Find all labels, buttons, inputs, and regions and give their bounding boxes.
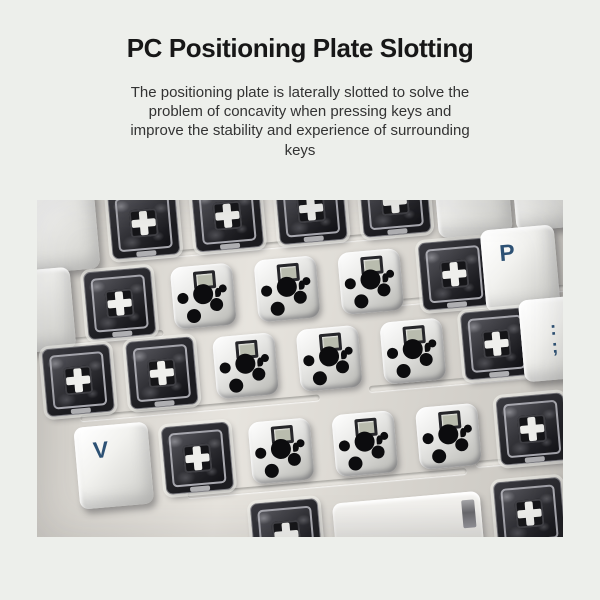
socket-face — [331, 410, 398, 477]
socket-face — [415, 403, 482, 470]
mechanical-switch — [489, 473, 563, 537]
plate-area — [163, 502, 243, 537]
mechanical-switch — [122, 333, 202, 413]
socket-hole — [261, 285, 273, 297]
mechanical-switch — [187, 200, 267, 256]
switch-latch — [154, 400, 174, 407]
keycap-top — [518, 294, 563, 382]
socket-hole — [270, 301, 285, 316]
plate-socket — [325, 404, 405, 484]
switch-latch — [190, 485, 210, 492]
socket-hole — [215, 288, 222, 297]
socket-hole — [210, 297, 224, 311]
switch-latch — [447, 301, 467, 308]
socket-hole — [348, 456, 363, 471]
switch-housing — [418, 237, 492, 311]
socket-hole — [264, 463, 279, 478]
description-line: keys — [284, 141, 316, 159]
plate-area — [79, 509, 159, 537]
socket-hole — [419, 352, 433, 366]
wide-key-bar — [332, 491, 486, 537]
mechanical-switch — [38, 340, 118, 420]
mechanical-switch — [355, 200, 435, 241]
mechanical-switch — [271, 200, 351, 249]
mechanical-switch — [492, 389, 563, 469]
keycap-colon-semicolon — [518, 298, 563, 378]
keyboard-plate — [37, 200, 563, 537]
header-section — [0, 0, 600, 160]
description-line: The positioning plate is laterally slotted to solve the — [130, 84, 470, 101]
socket-hole — [460, 428, 467, 437]
socket-face — [253, 255, 320, 322]
socket-hole — [376, 435, 383, 444]
keycap-top — [37, 267, 76, 355]
socket-hole — [424, 343, 431, 352]
keycap-top — [37, 200, 100, 274]
socket-face — [212, 332, 279, 399]
keycap-p — [480, 228, 560, 308]
mechanical-switch — [104, 200, 184, 263]
keycap-blank — [37, 200, 100, 270]
socket-hole — [335, 360, 349, 374]
stem-cross-icon — [390, 200, 400, 213]
socket-hole — [344, 278, 356, 290]
switch-latch — [71, 407, 91, 414]
section-description — [80, 83, 520, 160]
description-line: improve the stability and experience of surrounding — [130, 122, 470, 140]
socket-hole — [257, 357, 264, 366]
switch-housing — [83, 267, 157, 341]
switch-housing — [358, 200, 432, 238]
socket-face — [248, 417, 315, 484]
socket-hole — [252, 367, 266, 381]
keycap-legend: P — [498, 238, 516, 266]
mechanical-switch — [80, 263, 160, 343]
plate-socket — [331, 241, 411, 321]
switch-latch — [220, 243, 240, 250]
switch-housing — [274, 200, 348, 245]
switch-latch — [489, 371, 509, 378]
socket-hole — [354, 294, 369, 309]
switch-latch — [112, 330, 132, 337]
plate-socket — [373, 311, 453, 391]
socket-hole — [287, 452, 301, 466]
socket-hole — [293, 290, 307, 304]
switch-housing — [495, 392, 563, 466]
socket-hole — [396, 363, 411, 378]
stem-cross-icon — [306, 200, 316, 221]
socket-hole — [455, 438, 469, 452]
mechanical-switch — [157, 418, 237, 498]
switch-housing — [41, 344, 115, 418]
socket-hole — [382, 273, 389, 282]
switch-housing — [191, 200, 265, 253]
switch-latch — [136, 250, 156, 257]
socket-hole — [341, 350, 348, 359]
socket-hole — [422, 433, 434, 445]
switch-latch — [525, 456, 545, 463]
plate-socket — [241, 411, 321, 491]
keycap-blank — [37, 271, 76, 351]
socket-hole — [377, 283, 391, 297]
product-photo — [37, 200, 563, 537]
socket-hole — [298, 280, 305, 289]
socket-hole — [303, 355, 315, 367]
page-title: PC Positioning Plate Slotting — [126, 33, 474, 63]
keycap-legend: : ; — [549, 318, 559, 358]
socket-face — [296, 325, 363, 392]
switch-housing — [161, 421, 235, 495]
mechanical-switch — [246, 495, 326, 537]
socket-hole — [229, 378, 244, 393]
plate-socket — [289, 318, 369, 398]
keycap-v — [74, 426, 154, 506]
description-line: problem of concavity when pressing keys and — [148, 103, 452, 121]
socket-hole — [338, 440, 350, 452]
spacebar-area — [330, 481, 486, 537]
switch-latch — [304, 235, 324, 242]
socket-hole — [432, 449, 447, 464]
switch-housing — [493, 477, 563, 537]
plate-socket — [163, 256, 243, 336]
socket-hole — [312, 371, 327, 386]
keycap-blank — [510, 200, 563, 228]
socket-face — [170, 263, 237, 330]
socket-face — [379, 318, 446, 385]
plate-socket — [408, 396, 488, 476]
keycap-top — [73, 422, 154, 510]
socket-hole — [371, 445, 385, 459]
socket-face — [337, 248, 404, 315]
switch-housing — [107, 200, 181, 260]
plate-socket — [205, 326, 285, 406]
socket-hole — [177, 292, 189, 304]
socket-hole — [292, 442, 299, 451]
socket-hole — [387, 347, 399, 359]
socket-hole — [219, 362, 231, 374]
keycap-legend: V — [91, 435, 110, 463]
switch-housing — [250, 498, 324, 537]
switch-housing — [125, 336, 199, 410]
plate-socket — [247, 249, 327, 329]
switch-latch — [387, 228, 407, 235]
socket-hole — [255, 447, 267, 459]
socket-hole — [186, 308, 201, 323]
